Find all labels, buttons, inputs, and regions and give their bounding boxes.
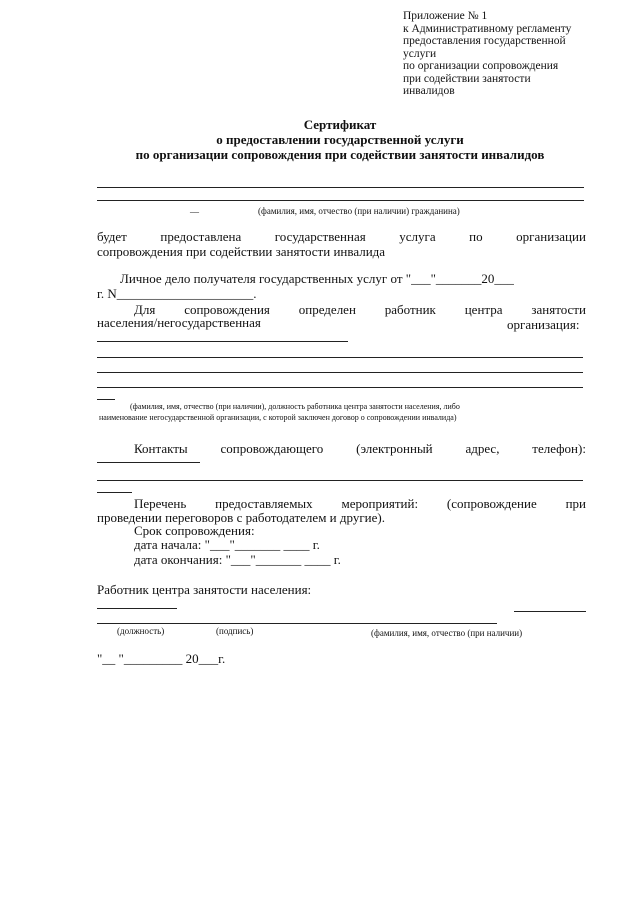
contacts-line — [134, 441, 586, 457]
word: Контакты — [134, 441, 188, 456]
word: адрес, — [465, 441, 500, 456]
fio-line — [97, 200, 584, 201]
word: будет — [97, 229, 127, 244]
personal-file-line: Личное дело получателя государственных услуг от "___"_______20___ — [120, 271, 514, 286]
start-date: дата начала: "___"_______ ____ г. — [134, 537, 320, 552]
word: предоставлена — [160, 229, 242, 244]
appendix-line: инвалидов — [403, 85, 455, 97]
worker-line — [97, 387, 583, 388]
word: телефон): — [532, 441, 586, 456]
assign-line-2-left: населения/негосударственная — [97, 315, 261, 330]
fio-dash: __ — [190, 204, 199, 214]
word: мероприятий: — [341, 496, 419, 511]
word: (сопровождение — [446, 496, 537, 511]
name-caption: (фамилия, имя, отчество (при наличии) — [371, 628, 523, 638]
appendix-line: услуги — [403, 47, 437, 60]
worker-caption-2: наименование негосударственной организации, с которой заключен договор о сопровождении инвалида) — [99, 413, 457, 422]
appendix-note — [403, 10, 571, 98]
position-line — [97, 608, 177, 609]
will-provided-line — [97, 229, 586, 245]
title-line-3: по организации сопровождения при содействии занятости инвалидов — [135, 147, 545, 162]
word: услуга — [399, 229, 436, 244]
fio-line — [97, 187, 584, 188]
word: организации — [516, 229, 586, 244]
word: (электронный — [356, 441, 433, 456]
end-date: дата окончания: "___"_______ ____ г. — [134, 552, 341, 567]
name-line-short — [514, 611, 586, 612]
appendix-line: при содействии занятости — [403, 72, 531, 85]
word: Для — [134, 302, 156, 317]
word: по — [469, 229, 483, 244]
appendix-line: Приложение № 1 — [403, 10, 488, 22]
assign-line-2-right: организация: — [507, 317, 580, 332]
personal-file-number: г. N_____________________. — [97, 286, 257, 301]
word: сопровождения — [184, 302, 270, 317]
worker-line — [97, 372, 583, 373]
contacts-line-short — [97, 492, 132, 493]
signature-line — [97, 623, 497, 624]
worker-line — [97, 357, 583, 358]
word: сопровождающего — [220, 441, 324, 456]
appendix-line: предоставления государственной — [403, 35, 566, 47]
word: предоставляемых — [215, 496, 313, 511]
appendix-line: по организации сопровождения — [403, 60, 559, 72]
word: занятости — [531, 302, 586, 317]
worker-caption-1: (фамилия, имя, отчество (при наличии), должность работника центра занятости населения, либо — [130, 402, 460, 411]
worker-line-short — [97, 399, 115, 400]
fio-caption: (фамилия, имя, отчество (при наличии) гражданина) — [258, 206, 460, 216]
contacts-line-blank — [97, 462, 200, 463]
word: Перечень — [134, 496, 187, 511]
date-line: "__ "_________ 20___г. — [97, 651, 226, 666]
term-label: Срок сопровождения: — [134, 523, 255, 538]
worker-line — [97, 341, 348, 342]
appendix-line: к Административному регламенту — [403, 22, 572, 35]
word: центра — [464, 302, 503, 317]
position-caption: (должность) — [117, 626, 165, 636]
contacts-line-blank — [97, 480, 583, 481]
word: при — [565, 496, 586, 511]
will-provided-line-2: сопровождения при содействии занятости инвалида — [97, 244, 386, 259]
worker-label: Работник центра занятости населения: — [97, 582, 312, 597]
title-line-1: Сертификат — [303, 117, 377, 132]
word: работник — [384, 302, 436, 317]
title-line-2: о предоставлении государственной услуги — [216, 132, 464, 147]
activities-line-2: проведении переговоров с работодателем и другие). — [97, 510, 385, 525]
sign-caption: (подпись) — [216, 626, 254, 636]
word: государственная — [274, 229, 366, 244]
word: определен — [298, 302, 356, 317]
